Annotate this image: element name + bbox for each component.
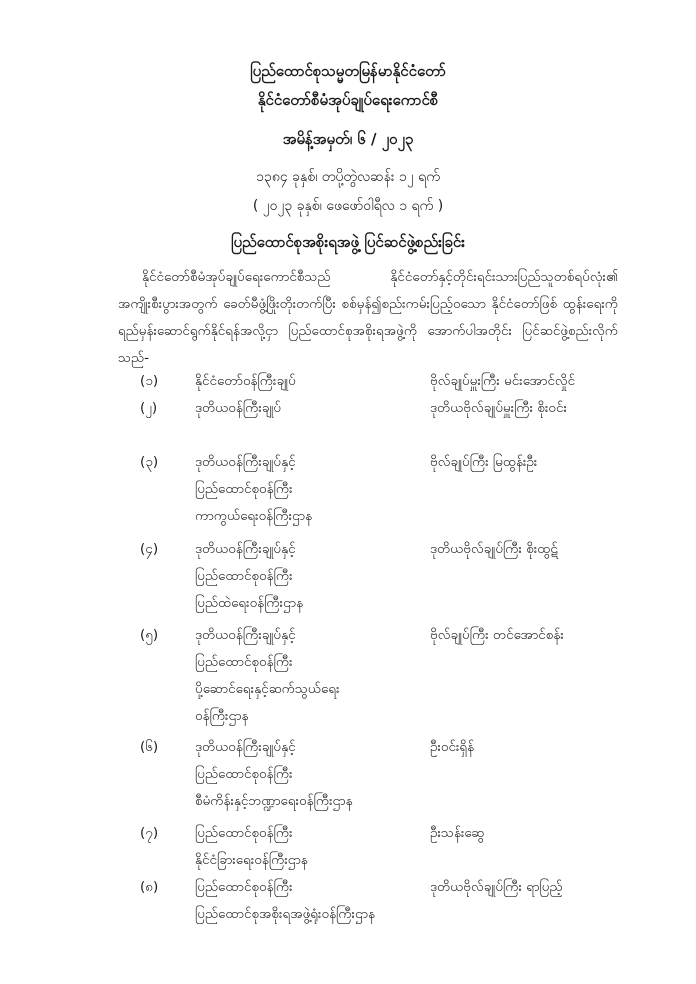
position-line: ပို့ဆောင်ရေးနှင့်ဆက်သွယ်ရေး (195, 681, 340, 697)
item-position (195, 536, 415, 617)
subject-heading: ပြည်ထောင်စုအစိုးရအဖွဲ့ ပြင်ဆင်ဖွဲ့စည်းခြင်း (231, 233, 465, 251)
item-position (195, 449, 415, 530)
item-person-name: ဦးဝင်းရှိန် (430, 739, 475, 755)
order-number: အမိန့်အမှတ်၊ ၆ / ၂၀၂၃ (282, 130, 414, 148)
intro-text: နိုင်ငံတော်စီမံအုပ်ချုပ်ရေးကောင်စီသည် နိုင်ငံတော်နှင့်တိုင်းရင်းသားပြည်သူတစ်ရပ်လုံး၏ အကျိုးစီးပွားအတွက် ခေတ်မီဖွံ့ဖြိုးတိုးတက်ပြီး စစ်မှန်၍စည်းကမ်းပြည့်ဝသော နိုင်ငံတော်ဖြစ် ထွန်းရေးကို ရည်မှန်းဆောင်ရွက်နိုင်ရန်အလို့ငှာ ပြည်ထောင်စုအစိုးရအဖွဲ့ကို အောက်ပါအတိုင်း ပြင်ဆင်ဖွဲ့စည်းလိုက်သည်- (118, 269, 618, 366)
item-person-name: ဗိုလ်ချုပ်ကြီး တင်အောင်စန်း (430, 627, 564, 643)
position-line: ပြည်ထောင်စုဝန်ကြီး (195, 766, 293, 782)
item-position (195, 368, 415, 395)
item-person-name: ဒုတိယဗိုလ်ချုပ်မှူးကြီး စိုးဝင်း (430, 400, 567, 416)
position-line: ကာကွယ်ရေးဝန်ကြီးဌာန (195, 508, 313, 524)
position-line: ပြည်ထောင်စုဝန်ကြီး (195, 568, 293, 584)
item-person-name: ဒုတိယဗိုလ်ချုပ်ကြီး ရာပြည့် (430, 879, 563, 895)
item-person-name: ဒုတိယဗိုလ်ချုပ်ကြီး စိုးထွဋ် (430, 541, 558, 557)
myanmar-date: ၁၃၈၄ ခုနှစ်၊ တပို့တွဲလဆန်း ၁၂ ရက် (256, 169, 440, 185)
position-line: ဝန်ကြီးဌာန (195, 708, 249, 724)
position-line: နိုင်ငံခြားရေးဝန်ကြီးဌာန (195, 852, 308, 868)
position-line: စီမံကိန်းနှင့်ဘဏ္ဍာရေးဝန်ကြီးဌာန (195, 793, 353, 809)
position-line: ဒုတိယဝန်ကြီးချုပ်နှင့် (195, 739, 296, 755)
item-position (195, 820, 415, 874)
item-person-name: ဦးသန်းဆွေ (430, 825, 485, 841)
position-line: ပြည်ထောင်စုအစိုးရအဖွဲ့ရုံးဝန်ကြီးဌာန (195, 906, 375, 922)
item-person-name: ဗိုလ်ချုပ်ကြီး မြထွန်းဦး (430, 454, 538, 470)
position-line: ပြည်ထောင်စုဝန်ကြီး (195, 879, 293, 895)
item-position (195, 395, 415, 422)
position-line: ပြည်ထောင်စုဝန်ကြီး (195, 654, 293, 670)
item-position (195, 734, 415, 815)
position-line: ပြည်ထဲရေးဝန်ကြီးဌာန (195, 595, 304, 611)
item-position (195, 874, 415, 928)
position-line: ပြည်ထောင်စုဝန်ကြီး (195, 481, 293, 497)
item-number: (၇) (140, 825, 159, 841)
item-number: (၆) (140, 739, 159, 755)
council-name: နိုင်ငံတော်စီမံအုပ်ချုပ်ရေးကောင်စီ (257, 91, 439, 109)
position-line: ဒုတိယဝန်ကြီးချုပ်နှင့် (195, 541, 296, 557)
item-number: (၈) (140, 879, 159, 895)
item-number: (၃) (140, 454, 159, 470)
position-line: ပြည်ထောင်စုဝန်ကြီး (195, 825, 293, 841)
position-line: နိုင်ငံတော်ဝန်ကြီးချုပ် (195, 373, 296, 389)
state-name: ပြည်ထောင်စုသမ္မတမြန်မာနိုင်ငံတော် (250, 62, 446, 80)
position-line: ဒုတိယဝန်ကြီးချုပ် (195, 400, 282, 416)
item-number: (၄) (140, 541, 159, 557)
intro-paragraph (118, 264, 618, 372)
position-line: ဒုတိယဝန်ကြီးချုပ်နှင့် (195, 454, 296, 470)
item-number: (၅) (140, 627, 159, 643)
item-position (195, 622, 415, 730)
item-person-name: ဗိုလ်ချုပ်မှူးကြီး မင်းအောင်လှိုင် (430, 373, 576, 389)
position-line: ဒုတိယဝန်ကြီးချုပ်နှင့် (195, 627, 296, 643)
item-number: (၂) (140, 400, 158, 416)
item-number: (၁) (140, 373, 159, 389)
gregorian-date: ( ၂၀၂၃ ခုနှစ်၊ ဖေဖော်ဝါရီလ ၁ ရက် ) (252, 198, 444, 214)
